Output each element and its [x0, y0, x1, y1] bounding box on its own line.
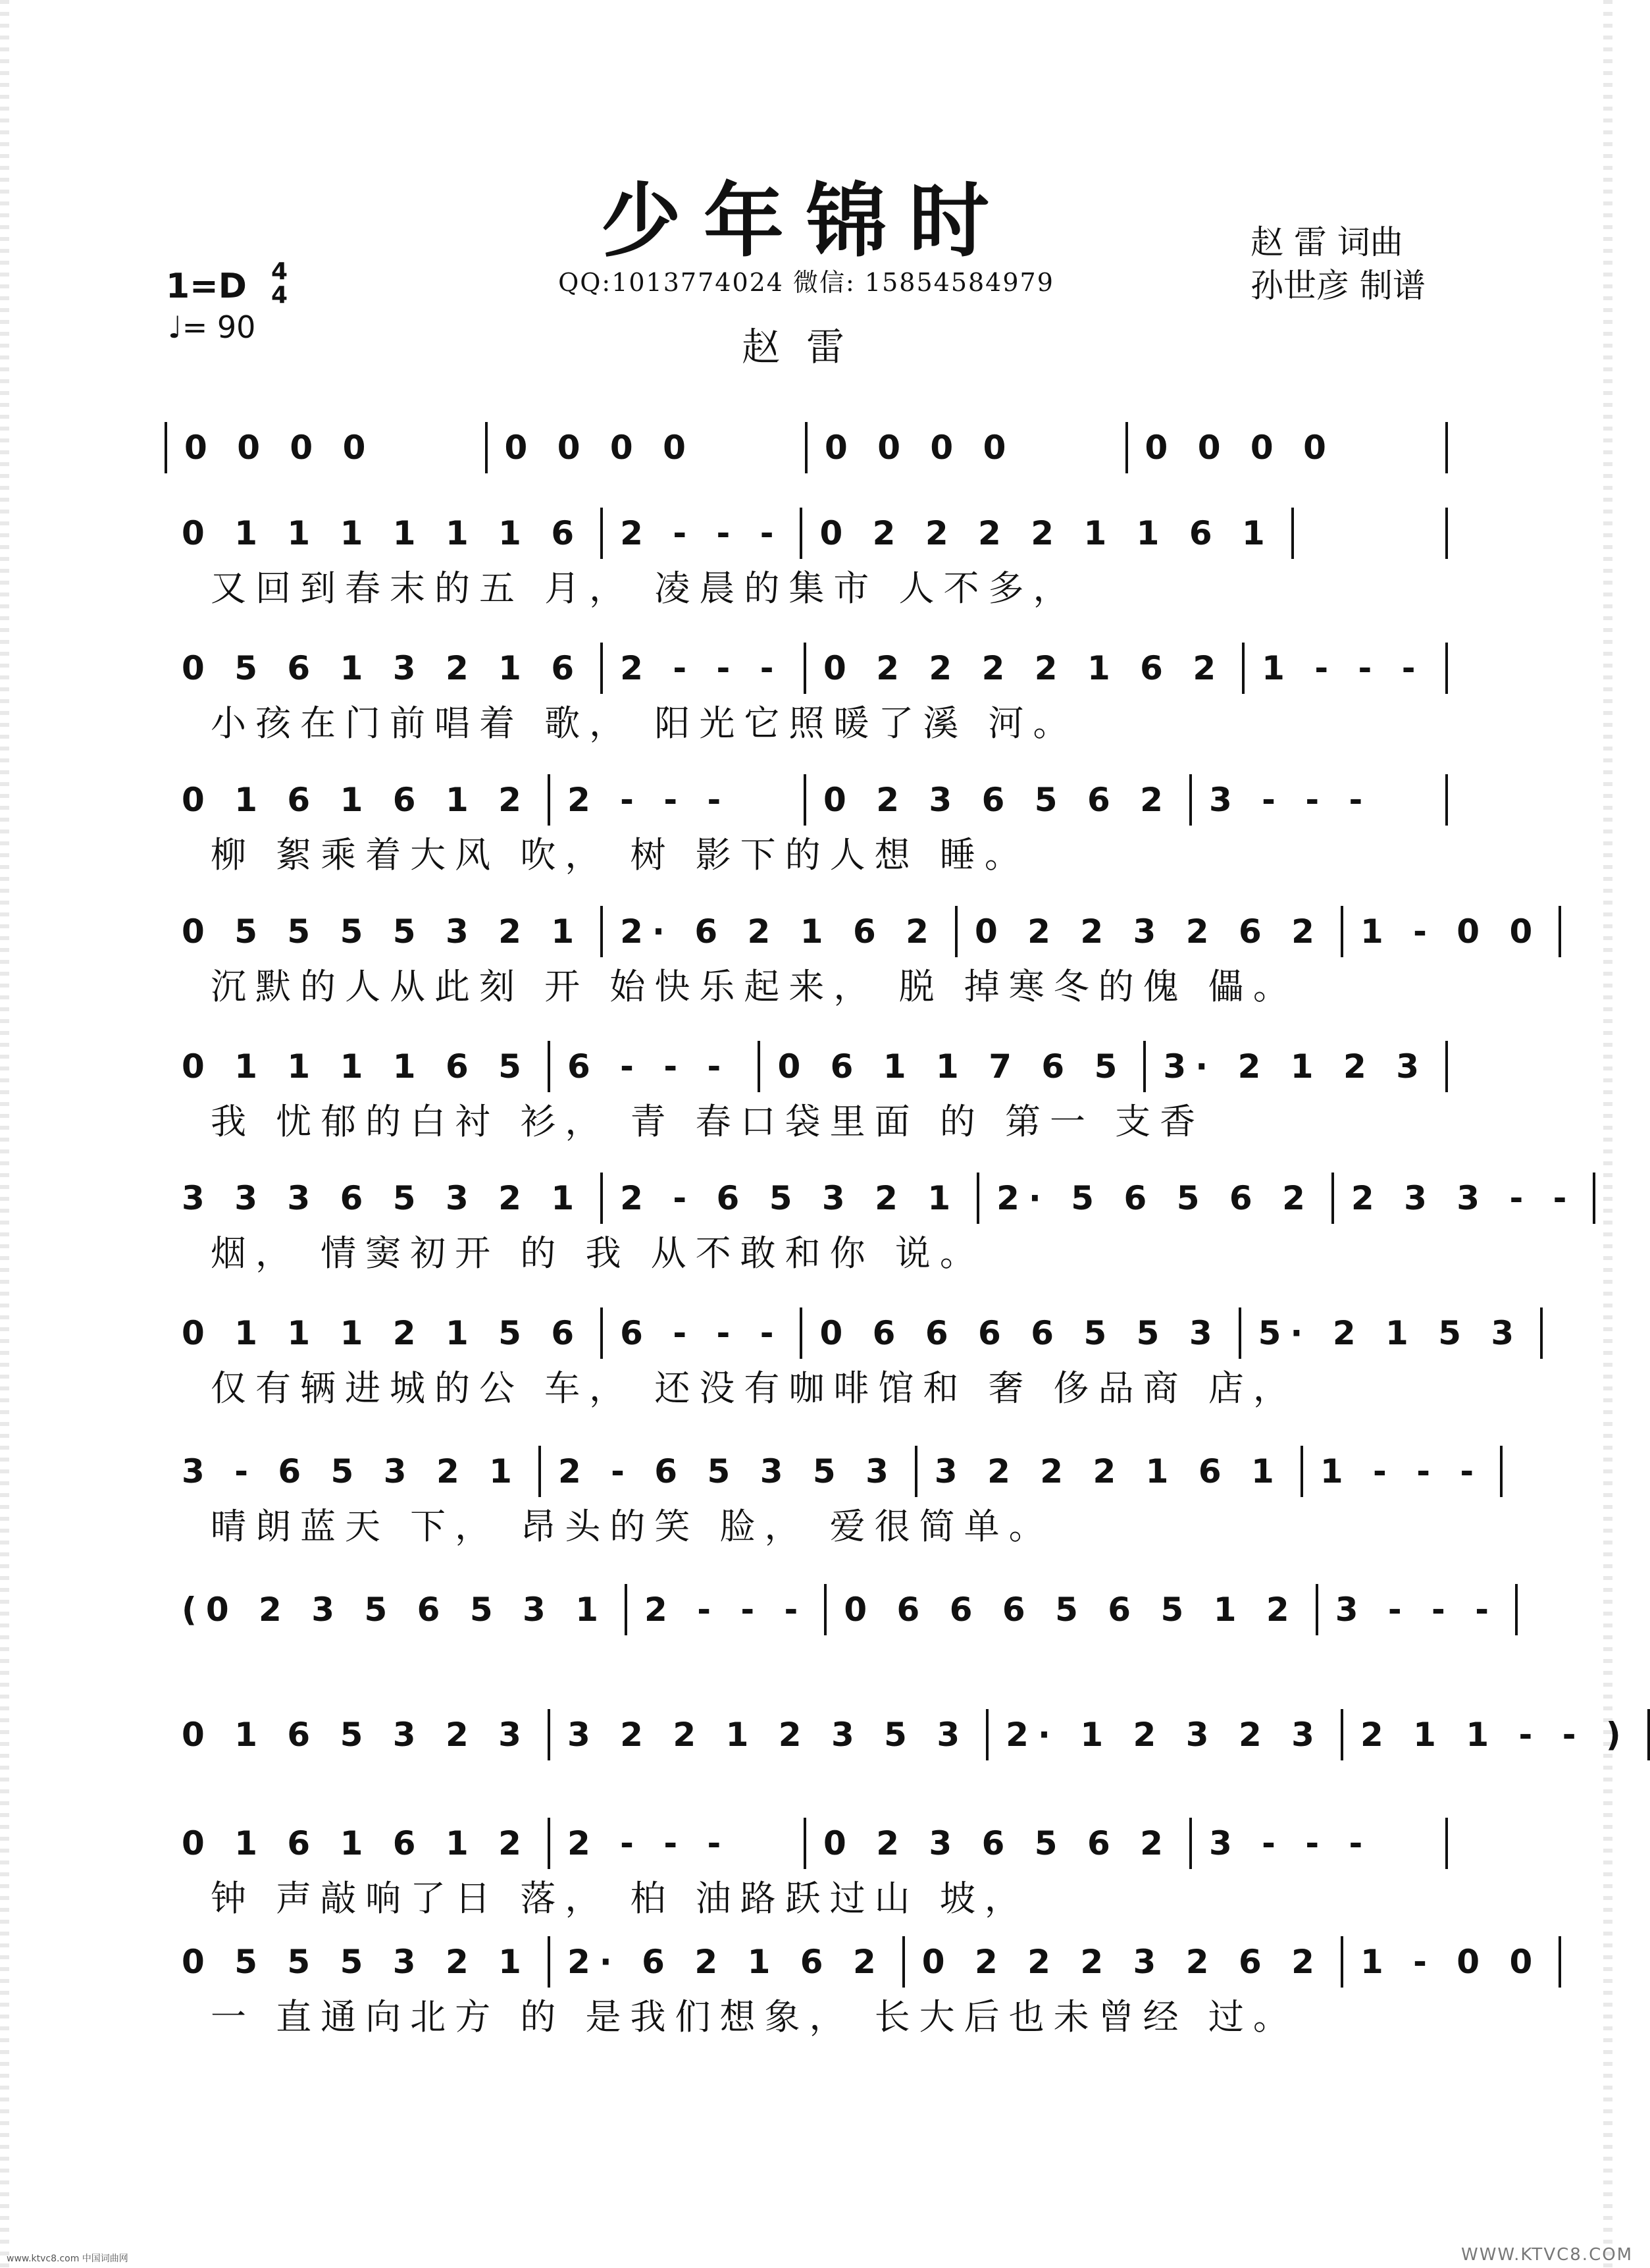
measure: 0 1 1 1 2 1 5 6 [182, 1314, 584, 1352]
lyrics-line: 烟， 情窦初开 的 我 从不敢和你 说。 [211, 1232, 985, 1274]
measure: 3 - 6 5 3 2 1 [182, 1452, 521, 1490]
measure: 5· 2 1 5 3 [1258, 1314, 1524, 1352]
barline [1647, 1709, 1650, 1760]
measure: 0 1 6 1 6 1 2 [182, 1824, 530, 1862]
measure: (0 2 3 5 6 5 3 1 [182, 1591, 608, 1629]
score-system [165, 1583, 1498, 1702]
measure: 3 3 3 6 5 3 2 1 [182, 1179, 584, 1217]
barline [1445, 643, 1448, 694]
measure: 0 2 3 6 5 6 2 [823, 781, 1172, 819]
barline [1540, 1307, 1543, 1359]
measure: 2 - - - [567, 781, 731, 819]
measure: 2 - - - [620, 514, 783, 552]
measure: 1 - 0 0 [1360, 912, 1542, 951]
measure: 2 - - - [567, 1824, 731, 1862]
barline [1445, 508, 1448, 559]
measure [1294, 507, 1445, 560]
measure: 0 5 6 1 3 2 1 6 [182, 649, 584, 687]
measure: 1 - - - [1262, 649, 1425, 687]
measure: 2· 5 6 5 6 2 [996, 1179, 1314, 1217]
notation-row [165, 1708, 1630, 1761]
measure: 2 1 1 - - ) [1360, 1716, 1630, 1754]
score-system [165, 1040, 1448, 1159]
notation-row [165, 1172, 1576, 1225]
measure: 0 0 0 0 [1145, 429, 1335, 467]
measure: 2· 6 2 1 6 2 [567, 1943, 885, 1981]
measure: 2· 1 2 3 2 3 [1006, 1716, 1324, 1754]
measure: 2· 6 2 1 6 2 [620, 912, 938, 951]
lyrics-line [165, 1765, 1448, 1815]
singer-name: 赵雷 [741, 325, 871, 369]
measure: 0 5 5 5 5 3 2 1 [182, 912, 584, 951]
measure: 0 1 1 1 1 1 1 6 [182, 514, 584, 552]
lyrics-line: 仅有辆进城的公 车， 还没有咖啡馆和 奢 侈品商 店， [211, 1367, 1298, 1409]
measure: 0 1 6 5 3 2 3 [182, 1716, 530, 1754]
notation-row [165, 421, 1448, 474]
score-system [165, 774, 1448, 892]
measure: 0 1 1 1 1 6 5 [182, 1047, 530, 1086]
measure: 2 - - - [644, 1591, 808, 1629]
measure: 3 - - - [1208, 781, 1372, 819]
transcriber: 孙世彦 制谱 [1250, 267, 1426, 305]
measure: 3 2 2 2 1 6 1 [934, 1452, 1283, 1490]
barline [1445, 422, 1448, 473]
measure: 1 - - - [1320, 1452, 1483, 1490]
lyrics-line: 晴朗蓝天 下， 昂头的笑 脸， 爱很简单。 [211, 1506, 1054, 1547]
measure: 0 2 2 2 3 2 6 2 [921, 1943, 1324, 1981]
notation-row [165, 1817, 1448, 1870]
score-system [165, 507, 1448, 625]
barline [1445, 1818, 1448, 1869]
lyrics-line: 钟 声敲响了日 落， 柏 油路跃过山 坡， [211, 1878, 1029, 1919]
notation-row [165, 642, 1448, 695]
footer-site-left: www.ktvc8.com 中国词曲网 [7, 2254, 128, 2264]
barline [1593, 1173, 1595, 1224]
score-system [165, 905, 1542, 1024]
lyricist-composer: 赵 雷 词曲 [1250, 223, 1403, 261]
score-system [165, 1172, 1576, 1290]
notation-row [165, 1040, 1448, 1093]
notation-row [165, 774, 1448, 826]
measure: 2 - - - [620, 649, 783, 687]
score-system [165, 642, 1448, 760]
lyrics-line: 小孩在门前唱着 歌， 阳光它照暖了溪 河。 [211, 702, 1078, 744]
credits [1250, 221, 1426, 307]
lyrics-line: 我 忧郁的白衬 衫， 青 春口袋里面 的 第一 支香 [211, 1101, 1205, 1142]
time-signature [271, 260, 288, 307]
lyrics-line [165, 1640, 1448, 1690]
measure: 6 - - - [620, 1314, 783, 1352]
measure: 0 5 5 5 3 2 1 [182, 1943, 530, 1981]
footer-site-right: WWW.KTVC8.COM [1461, 2245, 1634, 2265]
barline [1515, 1584, 1518, 1635]
measure: 0 6 6 6 6 5 5 3 [819, 1314, 1222, 1352]
lyrics-line: 又回到春末的五 月， 凌晨的集市 人不多， [211, 567, 1078, 609]
tempo-marking: ♩= 90 [168, 309, 256, 345]
key-signature: 1=D [166, 267, 247, 306]
measure: 3 - - - [1208, 1824, 1372, 1862]
measure: 2 - 6 5 3 2 1 [620, 1179, 960, 1217]
measure: 0 0 0 0 [504, 429, 695, 467]
score-system [165, 1708, 1630, 1827]
measure: 3· 2 1 2 3 [1163, 1047, 1428, 1086]
notation-row [165, 1936, 1542, 1988]
measure: 0 2 2 3 2 6 2 [974, 912, 1324, 951]
barline [1559, 906, 1561, 957]
measure: 0 2 2 2 2 1 1 6 1 [819, 514, 1274, 552]
barline [1445, 774, 1448, 826]
measure: 2 3 3 - - [1351, 1179, 1576, 1217]
measure: 3 - - - [1335, 1591, 1498, 1629]
notation-row [165, 1583, 1498, 1636]
score-system [165, 1817, 1448, 1936]
measure: 0 1 6 1 6 1 2 [182, 781, 530, 819]
measure: 0 2 3 6 5 6 2 [823, 1824, 1172, 1862]
barline [1559, 1936, 1561, 1988]
measure: 6 - - - [567, 1047, 731, 1086]
contact-info: QQ:1013774024 微信: 15854584979 [558, 268, 1054, 297]
notation-row [165, 905, 1542, 958]
time-signature-bottom: 4 [271, 282, 288, 309]
measure: 1 - 0 0 [1360, 1943, 1542, 1981]
song-title: 少年锦时 [601, 174, 1012, 268]
measure: 0 6 6 6 5 6 5 1 2 [844, 1591, 1299, 1629]
notation-row [165, 1307, 1524, 1359]
time-signature-top: 4 [271, 258, 288, 285]
measure: 2 - 6 5 3 5 3 [557, 1452, 898, 1490]
measure: 0 0 0 0 [825, 429, 1016, 467]
measure: 0 2 2 2 2 1 6 2 [823, 649, 1225, 687]
score-system [165, 1445, 1483, 1564]
measure: 0 0 0 0 [184, 429, 375, 467]
lyrics-line: 沉默的人从此刻 开 始快乐起来， 脱 掉寒冬的傀 儡。 [211, 966, 1298, 1007]
notation-row [165, 507, 1448, 560]
lyrics-line: 一 直通向北方 的 是我们想象， 长大后也未曾经 过。 [211, 1996, 1298, 2038]
score-system [165, 1936, 1542, 2054]
barline [1445, 1041, 1448, 1092]
measure: 3 2 2 1 2 3 5 3 [567, 1716, 969, 1754]
score-system [165, 1307, 1524, 1425]
notation-row [165, 1445, 1483, 1498]
lyrics-line: 柳 絮乘着大风 吹， 树 影下的人想 睡。 [211, 834, 1029, 876]
barline [1500, 1446, 1503, 1497]
measure: 0 6 1 1 7 6 5 [777, 1047, 1127, 1086]
